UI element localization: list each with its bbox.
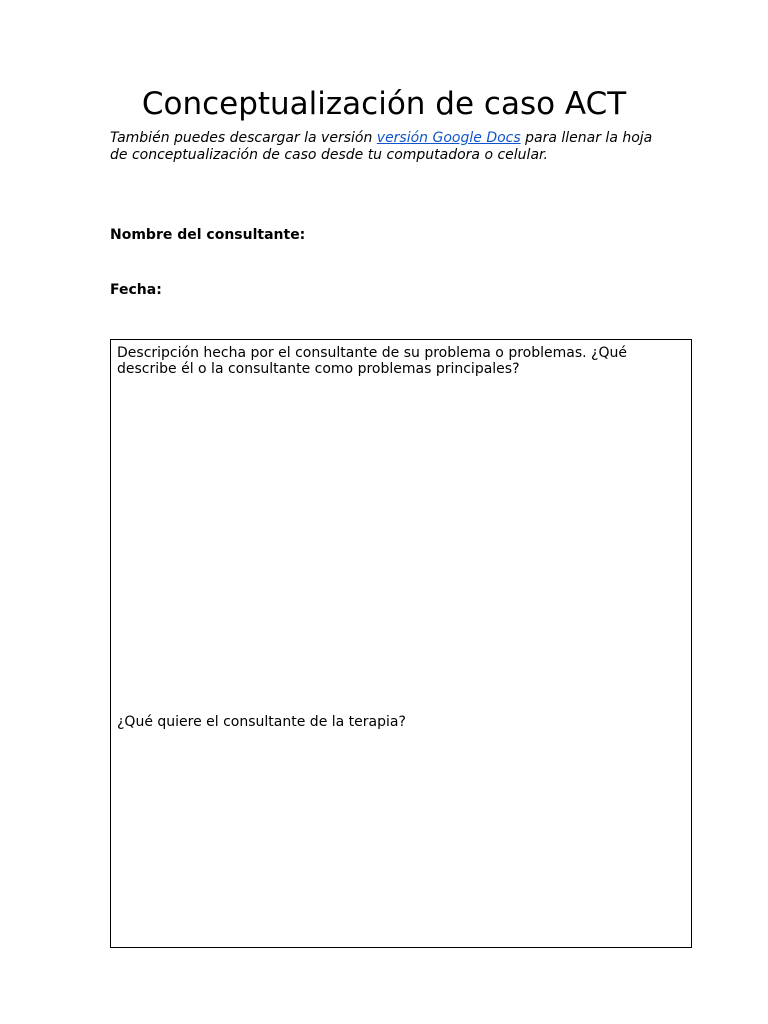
intro-text-after-link: para llenar la hoja de conceptualización de caso desde tu computadora o celular. — [110, 130, 653, 163]
date-label: Fecha: — [110, 282, 162, 298]
google-docs-link[interactable]: versión Google Docs — [376, 130, 521, 146]
problem-description-question: Descripción hecha por el consultante de su problema o problemas. ¿Qué describe él o la consultante como problemas principales? — [117, 345, 627, 377]
client-name-label: Nombre del consultante: — [110, 227, 306, 243]
intro-paragraph — [110, 130, 670, 163]
case-description-box — [110, 339, 692, 948]
therapy-goals-question: ¿Qué quiere el consultante de la terapia? — [117, 714, 406, 730]
intro-text-before-link: También puedes descargar la versión — [110, 130, 377, 146]
document-title: Conceptualización de caso ACT — [141, 86, 627, 122]
